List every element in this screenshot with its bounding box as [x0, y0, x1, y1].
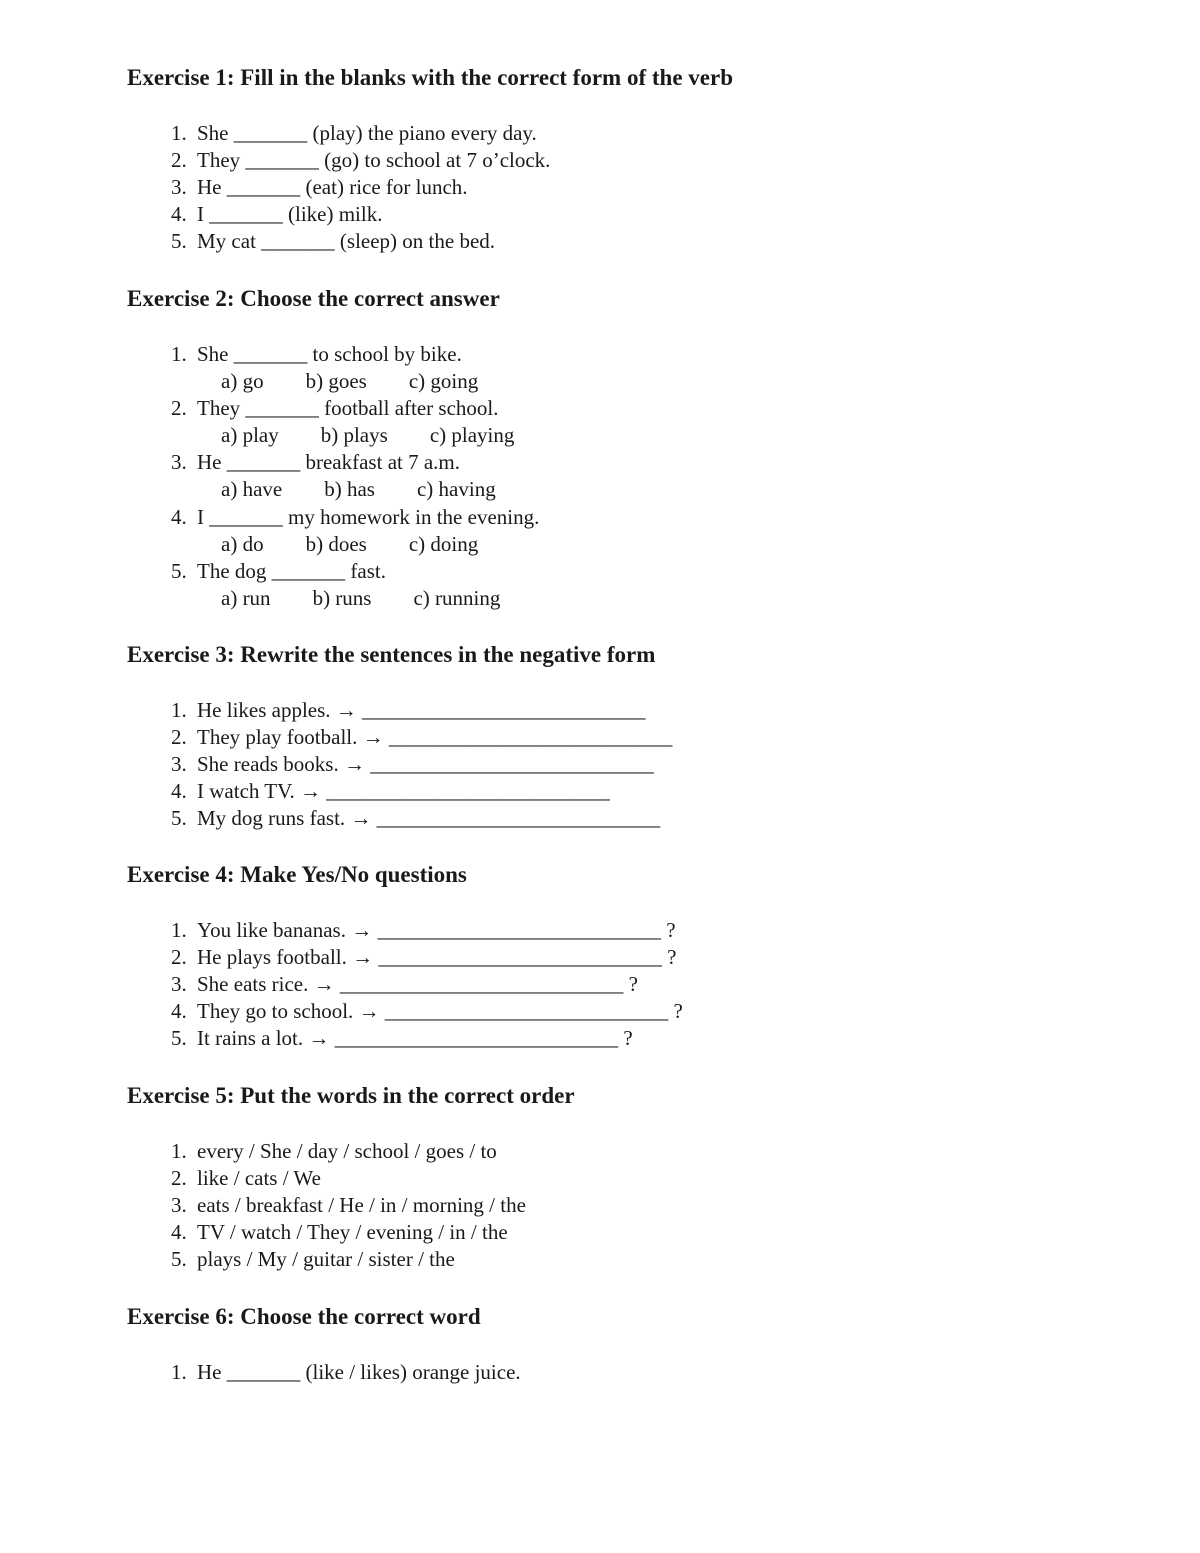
- item-text: She eats rice. → ___________________________ ?: [197, 972, 638, 996]
- list-item: [127, 228, 495, 255]
- item-number: 4.: [171, 505, 187, 529]
- item-text: They _______ (go) to school at 7 o’clock.: [197, 148, 551, 172]
- item-number: 2.: [171, 725, 187, 749]
- option-c: c) playing: [429, 423, 515, 447]
- item-number: 4.: [171, 999, 187, 1023]
- option-b: b) plays: [320, 423, 388, 447]
- item-text: plays / My / guitar / sister / the: [197, 1247, 455, 1271]
- list-item: [127, 504, 539, 531]
- list-item: [127, 971, 638, 998]
- option-b: b) goes: [305, 369, 367, 393]
- list-item: [127, 998, 683, 1025]
- item-text: They _______ football after school.: [197, 396, 499, 420]
- list-item: [127, 1359, 521, 1386]
- list-item: [127, 805, 660, 832]
- list-item: [127, 1192, 526, 1219]
- item-number: 1.: [171, 918, 187, 942]
- item-number: 2.: [171, 1166, 187, 1190]
- item-number: 5.: [171, 1026, 187, 1050]
- item-text: like / cats / We: [197, 1166, 321, 1190]
- list-item: [127, 1246, 455, 1273]
- list-item: [127, 917, 676, 944]
- list-item: [127, 1219, 508, 1246]
- option-c: c) going: [408, 369, 479, 393]
- item-text: It rains a lot. → ___________________________ ?: [197, 1026, 633, 1050]
- item-number: 5.: [171, 806, 187, 830]
- list-item: [127, 558, 386, 585]
- exercise-4-title: Exercise 4: Make Yes/No questions: [127, 862, 467, 887]
- item-number: 4.: [171, 202, 187, 226]
- item-number: 3.: [171, 972, 187, 996]
- answer-options: [221, 585, 542, 612]
- item-number: 2.: [171, 945, 187, 969]
- option-a: a) go: [221, 369, 264, 393]
- item-text: I _______ my homework in the evening.: [197, 505, 540, 529]
- list-item: [127, 697, 646, 724]
- option-a: a) have: [221, 477, 283, 501]
- answer-options: [221, 368, 520, 395]
- list-item: [127, 341, 462, 368]
- item-text: The dog _______ fast.: [197, 559, 386, 583]
- item-text: He plays football. → ___________________________ ?: [197, 945, 677, 969]
- list-item: [127, 395, 499, 422]
- item-number: 1.: [171, 1139, 187, 1163]
- item-number: 5.: [171, 229, 187, 253]
- list-item: [127, 1165, 321, 1192]
- item-number: 3.: [171, 752, 187, 776]
- option-c: c) having: [416, 477, 496, 501]
- item-number: 3.: [171, 450, 187, 474]
- item-text: She _______ to school by bike.: [197, 342, 462, 366]
- list-item: [127, 120, 537, 147]
- list-item: [127, 751, 654, 778]
- item-text: She reads books. → ___________________________: [197, 752, 654, 776]
- list-item: [127, 778, 610, 805]
- item-number: 1.: [171, 698, 187, 722]
- item-text: I _______ (like) milk.: [197, 202, 383, 226]
- item-text: My dog runs fast. → ___________________________: [197, 806, 661, 830]
- item-number: 2.: [171, 396, 187, 420]
- exercise-6-title: Exercise 6: Choose the correct word: [127, 1304, 481, 1329]
- list-item: [127, 944, 676, 971]
- item-text: He _______ (like / likes) orange juice.: [197, 1360, 521, 1384]
- list-item: [127, 449, 460, 476]
- item-number: 3.: [171, 1193, 187, 1217]
- exercise-5-title: Exercise 5: Put the words in the correct order: [127, 1083, 575, 1108]
- list-item: [127, 724, 672, 751]
- item-number: 3.: [171, 175, 187, 199]
- list-item: [127, 201, 382, 228]
- item-text: He likes apples. → ___________________________: [197, 698, 646, 722]
- item-number: 1.: [171, 342, 187, 366]
- answer-options: [221, 531, 520, 558]
- option-b: b) has: [324, 477, 375, 501]
- option-a: a) do: [221, 532, 264, 556]
- item-number: 1.: [171, 1360, 187, 1384]
- item-text: TV / watch / They / evening / in / the: [197, 1220, 508, 1244]
- item-text: She _______ (play) the piano every day.: [197, 121, 537, 145]
- answer-options: [221, 422, 556, 449]
- list-item: [127, 1138, 497, 1165]
- exercise-3-title: Exercise 3: Rewrite the sentences in the negative form: [127, 642, 656, 667]
- item-number: 4.: [171, 1220, 187, 1244]
- option-b: b) does: [305, 532, 367, 556]
- option-c: c) doing: [408, 532, 479, 556]
- item-text: They play football. → ___________________________: [197, 725, 673, 749]
- option-a: a) run: [221, 586, 271, 610]
- item-number: 5.: [171, 1247, 187, 1271]
- item-number: 1.: [171, 121, 187, 145]
- item-number: 5.: [171, 559, 187, 583]
- item-text: He _______ (eat) rice for lunch.: [197, 175, 468, 199]
- list-item: [127, 147, 550, 174]
- item-text: I watch TV. → ___________________________: [197, 779, 610, 803]
- item-text: He _______ breakfast at 7 a.m.: [197, 450, 461, 474]
- item-text: eats / breakfast / He / in / morning / the: [197, 1193, 526, 1217]
- item-text: They go to school. → ___________________________ ?: [197, 999, 683, 1023]
- item-text: My cat _______ (sleep) on the bed.: [197, 229, 496, 253]
- exercise-1-title: Exercise 1: Fill in the blanks with the correct form of the verb: [127, 65, 733, 90]
- list-item: [127, 174, 468, 201]
- answer-options: [221, 476, 538, 503]
- list-item: [127, 1025, 633, 1052]
- option-b: b) runs: [312, 586, 372, 610]
- option-c: c) running: [413, 586, 501, 610]
- item-text: You like bananas. → ___________________________ ?: [197, 918, 676, 942]
- exercise-2-title: Exercise 2: Choose the correct answer: [127, 286, 500, 311]
- item-text: every / She / day / school / goes / to: [197, 1139, 497, 1163]
- option-a: a) play: [221, 423, 279, 447]
- item-number: 2.: [171, 148, 187, 172]
- item-number: 4.: [171, 779, 187, 803]
